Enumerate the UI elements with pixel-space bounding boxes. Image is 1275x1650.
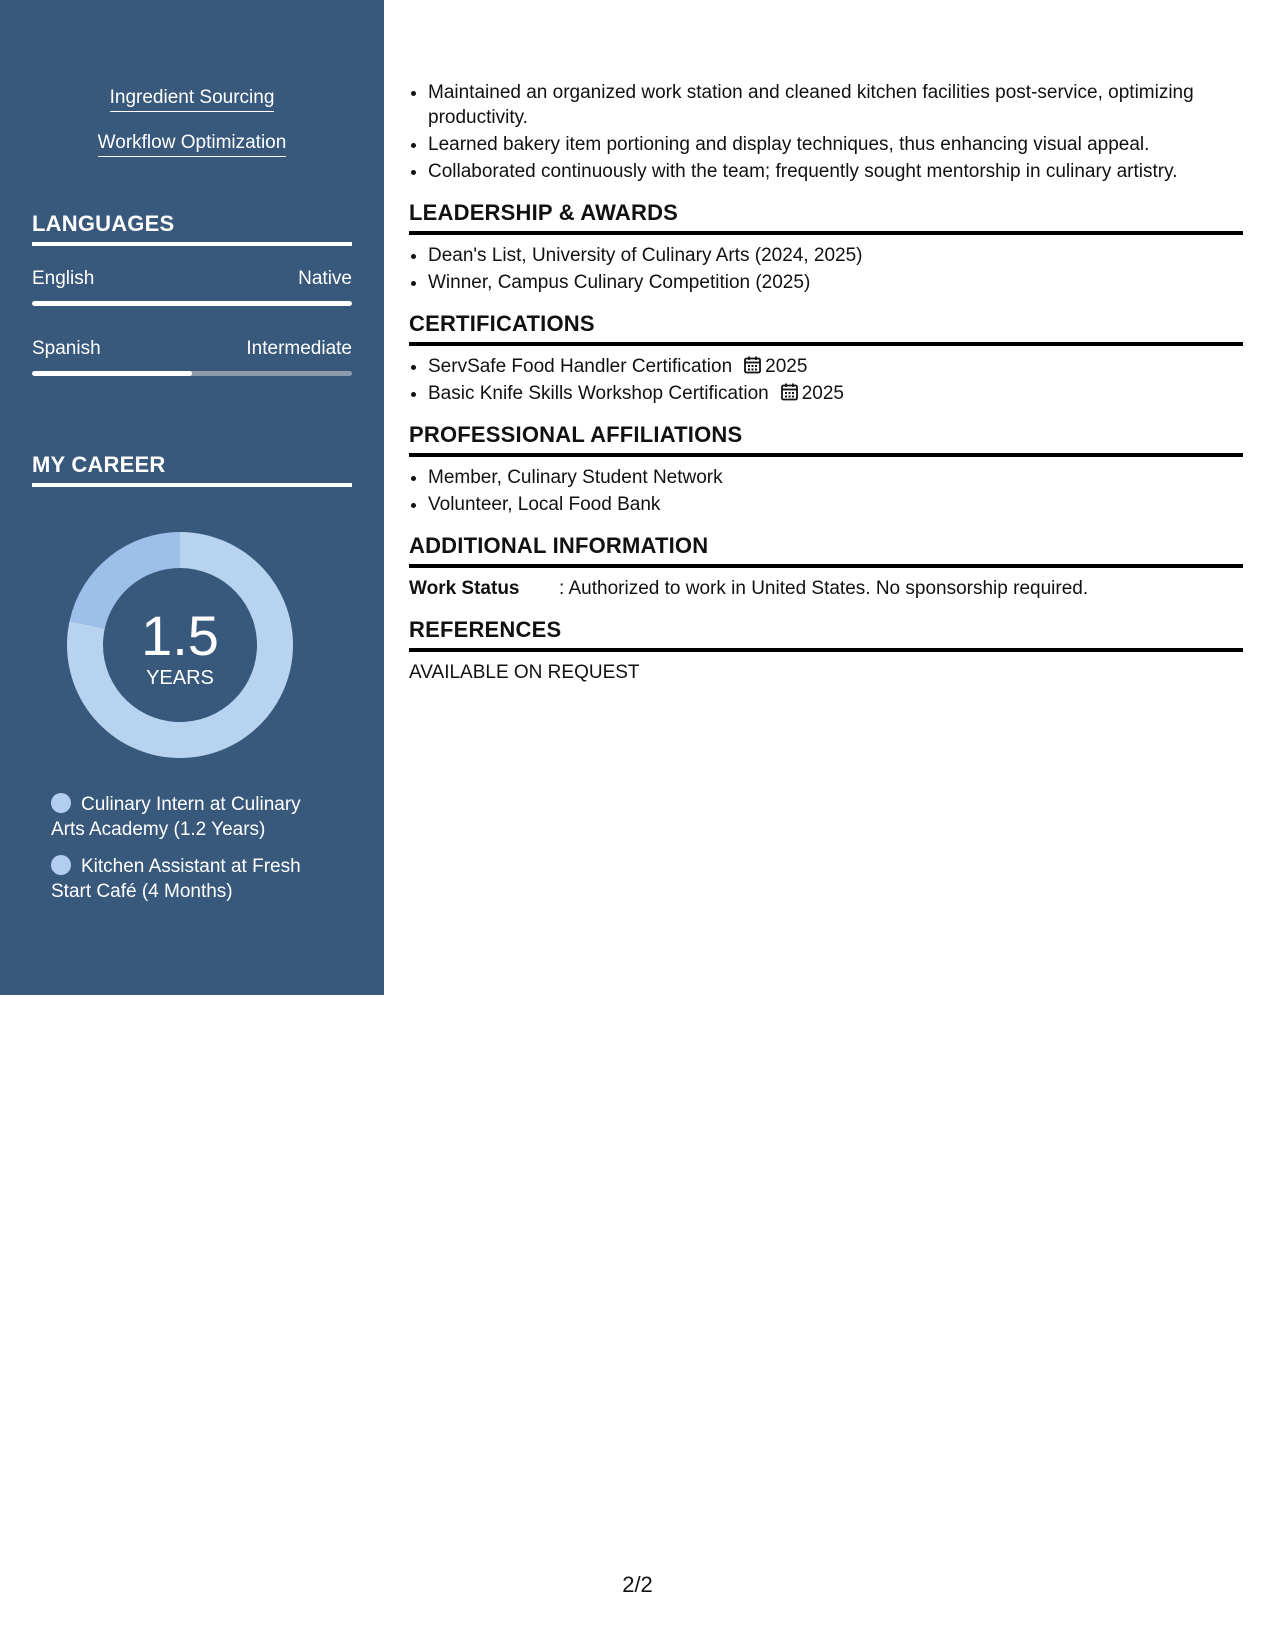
certification-name: Basic Knife Skills Workshop Certification <box>428 383 769 404</box>
language-bar <box>32 371 352 376</box>
certifications-heading: CERTIFICATIONS <box>409 310 1243 346</box>
language-english <box>32 267 352 306</box>
languages-heading: LANGUAGES <box>32 210 352 246</box>
list-item: • Winner, Campus Culinary Competition (2025) <box>428 270 1243 295</box>
language-name: English <box>32 268 95 289</box>
career-total-value: 1.5 <box>141 604 219 667</box>
leadership-list <box>409 243 1243 295</box>
calendar-icon <box>744 356 761 374</box>
list-item: • Collaborated continuously with the team; frequently sought mentorship in culinary artistry. <box>428 159 1243 184</box>
references-heading: REFERENCES <box>409 616 1243 652</box>
language-level: Intermediate <box>246 338 352 359</box>
experience-bullets <box>409 80 1243 184</box>
leadership-heading: LEADERSHIP & AWARDS <box>409 199 1243 235</box>
language-bar-fill <box>32 371 192 376</box>
list-item <box>428 381 1243 406</box>
work-status-value: : Authorized to work in United States. No sponsorship required. <box>559 578 1089 599</box>
language-bar <box>32 301 352 306</box>
list-item: • Maintained an organized work station and cleaned kitchen facilities post-service, optimizing productivity. <box>428 80 1243 130</box>
career-item-label: Culinary Intern at Culinary Arts Academy (1.2 Years) <box>51 794 301 840</box>
career-heading: MY CAREER <box>32 451 352 487</box>
list-item <box>428 354 1243 379</box>
affiliations-list <box>409 465 1243 517</box>
certification-name: ServSafe Food Handler Certification <box>428 356 733 377</box>
list-item: • Learned bakery item portioning and display techniques, thus enhancing visual appeal. <box>428 132 1243 157</box>
certification-year: 2025 <box>765 356 808 377</box>
career-item <box>51 854 321 904</box>
list-item: • Dean's List, University of Culinary Arts (2024, 2025) <box>428 243 1243 268</box>
language-spanish <box>32 337 352 376</box>
language-level: Native <box>298 268 352 289</box>
certification-year: 2025 <box>801 383 845 404</box>
career-item-label: Kitchen Assistant at Fresh Start Café (4 Months) <box>51 856 301 902</box>
skill-item: Workflow Optimization <box>98 131 287 157</box>
career-dot <box>51 855 71 875</box>
list-item: • Volunteer, Local Food Bank <box>428 492 1243 517</box>
skill-list <box>0 86 384 176</box>
sidebar <box>0 0 384 995</box>
list-item: • Member, Culinary Student Network <box>428 465 1243 490</box>
work-status-label: Work Status <box>409 578 520 599</box>
certifications-list <box>409 354 1243 406</box>
skill-item: Ingredient Sourcing <box>110 86 275 112</box>
page-number: 2/2 <box>622 1572 653 1597</box>
main-content <box>409 80 1243 685</box>
additional-info-heading: ADDITIONAL INFORMATION <box>409 532 1243 568</box>
affiliations-heading: PROFESSIONAL AFFILIATIONS <box>409 421 1243 457</box>
career-dot <box>51 793 71 813</box>
calendar-icon <box>781 383 798 401</box>
career-total <box>66 531 294 759</box>
career-total-unit: YEARS <box>146 667 214 689</box>
work-status-row <box>409 576 1243 601</box>
career-item <box>51 792 321 842</box>
references-text: AVAILABLE ON REQUEST <box>409 662 640 683</box>
language-bar-fill <box>32 301 352 306</box>
language-name: Spanish <box>32 338 101 359</box>
